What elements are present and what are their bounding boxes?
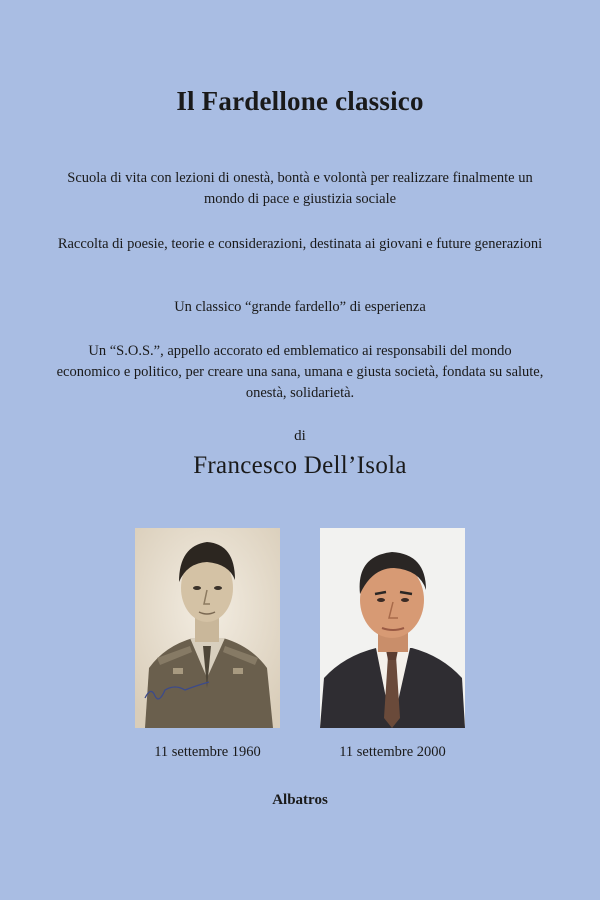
portrait-photo-1960 xyxy=(135,528,280,728)
portrait-photo-2000 xyxy=(320,528,465,728)
publisher-logo: Albatros xyxy=(272,792,328,808)
by-label: di xyxy=(294,428,306,444)
book-title: Il Fardellone classico xyxy=(176,86,424,116)
subtitle-paragraph-3: Un classico “grande fardello” di esperienza xyxy=(174,299,426,315)
subtitle-paragraph-4: Un “S.O.S.”, appello accorato ed emblematico ai responsabili del mondo economico e politico, per creare una sana, umana e giusta società, fondata su salute, onestà, solidarietà. xyxy=(56,343,544,401)
subtitle-paragraph-2: Raccolta di poesie, teorie e considerazioni, destinata ai giovani e future generazioni xyxy=(57,236,543,252)
photo-caption-2000: 11 settembre 2000 xyxy=(339,744,446,760)
photo-caption-1960: 11 settembre 1960 xyxy=(154,744,261,760)
subtitle-paragraph-1: Scuola di vita con lezioni di onestà, bontà e volontà per realizzare finalmente un mondo di pace e giustizia sociale xyxy=(67,170,533,207)
author-name: Francesco Dell’Isola xyxy=(193,452,407,479)
